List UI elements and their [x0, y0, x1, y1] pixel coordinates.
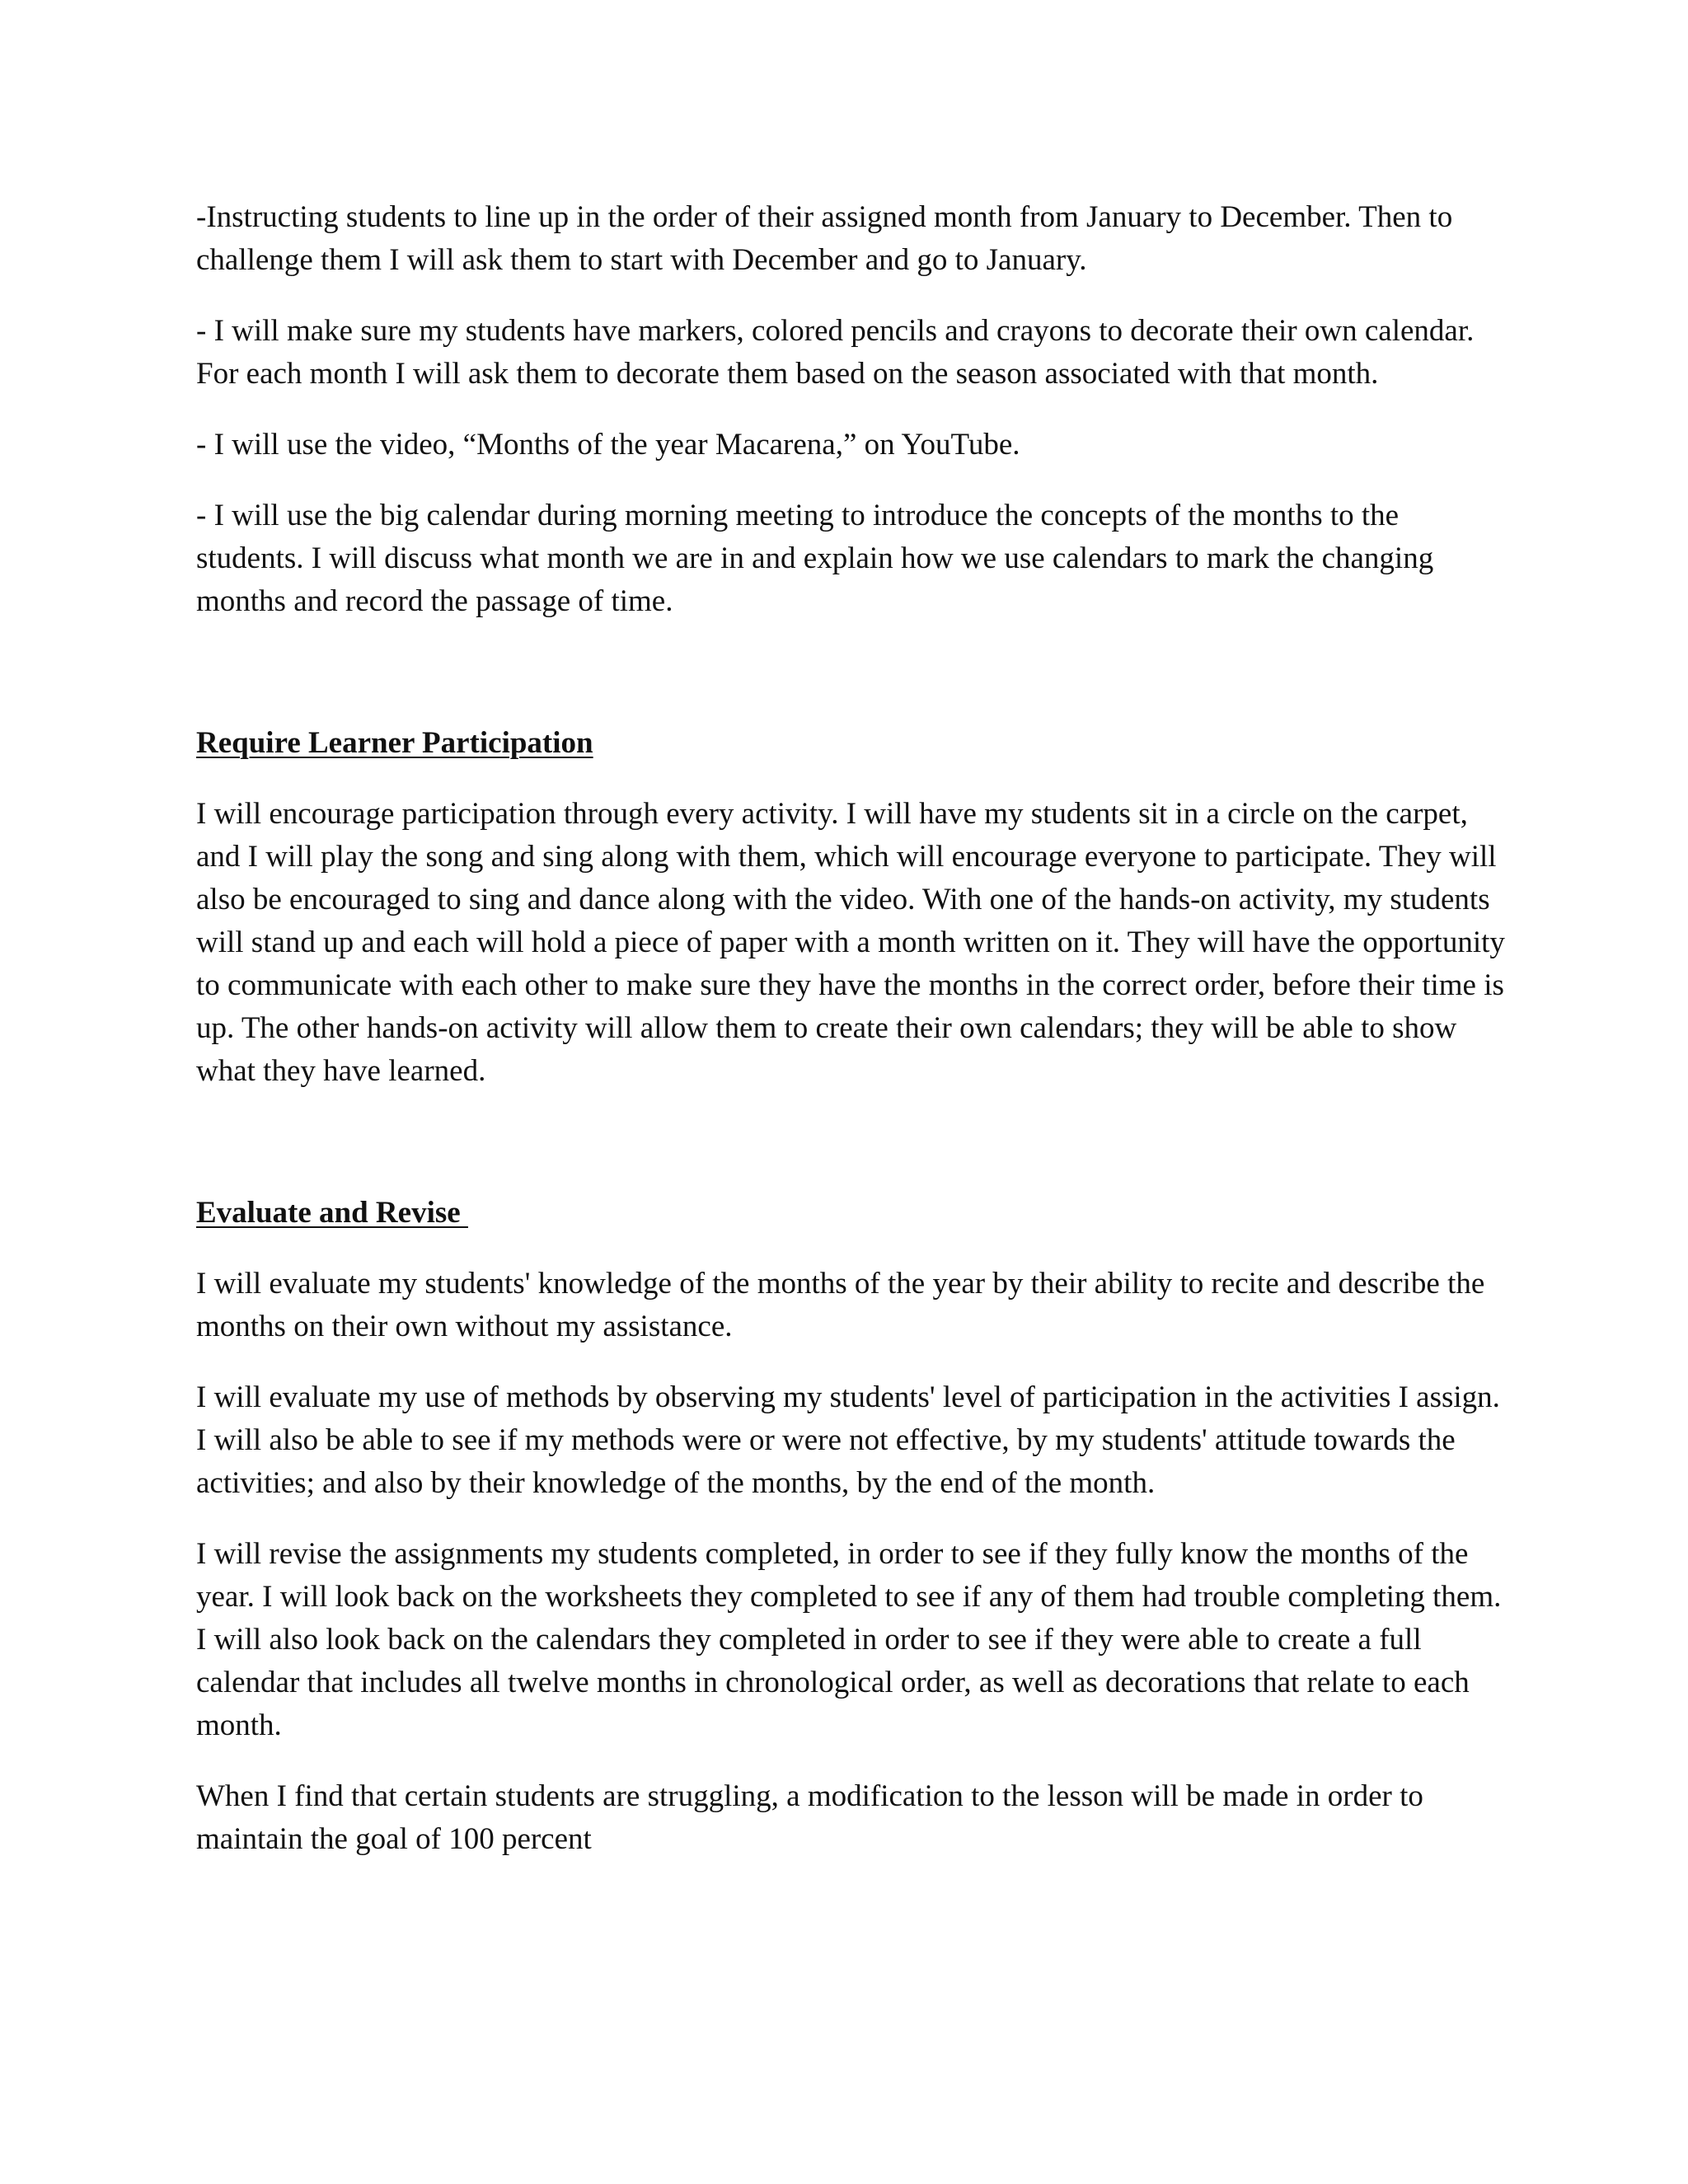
participation-body: I will encourage participation through every activity. I will have my students sit in a circle on the carpet, and I will play the song and sing along with them, which will encourage everyone to participate. They will also be encouraged to sing and dance along with the video. With one of the hands-on activity, my students will stand up and each will hold a piece of paper with a month written on it. They will have the opportunity to communicate with each other to make sure they have the months in the correct order, before their time is up. The other hands-on activity will allow them to create their own calendars; they will be able to show what they have learned.: [196, 797, 1505, 1088]
intro-item-decorate-calendar: - I will make sure my students have markers, colored pencils and crayons to decorate their own calendar. For each month I will ask them to decorate them based on the season associated with that month.: [196, 314, 1475, 391]
intro-item-video: - I will use the video, “Months of the year Macarena,” on YouTube.: [196, 428, 1020, 462]
evaluate-paragraph-revise: I will revise the assignments my students completed, in order to see if they fully know the months of the year. I will look back on the worksheets they completed to see if any of them had trouble completing them. I will also look back on the calendars they completed in order to see if they were able to create a full calendar that includes all twelve months in chronological order, as well as decorations that relate to each month.: [196, 1537, 1502, 1742]
intro-item-big-calendar: - I will use the big calendar during morning meeting to introduce the concepts of the months to the students. I will discuss what month we are in and explain how we use calendars to mark the changing months and record the passage of time.: [196, 499, 1434, 618]
evaluate-paragraph-methods: I will evaluate my use of methods by observing my students' level of participation in the activities I assign. I will also be able to see if my methods were or were not effective, by my students' attitude towards the activities; and also by their knowledge of the months, by the end of the month.: [196, 1380, 1500, 1500]
section-spacer: [196, 651, 1507, 722]
evaluate-heading: Evaluate and Revise: [196, 1196, 468, 1230]
evaluate-paragraph-knowledge: I will evaluate my students' knowledge of the months of the year by their ability to recite and describe the months on their own without my assistance.: [196, 1267, 1485, 1343]
evaluate-paragraph-modification: When I find that certain students are struggling, a modification to the lesson will be made in order to maintain the goal of 100 percent: [196, 1779, 1423, 1856]
participation-heading: Require Learner Participation: [196, 726, 593, 760]
document-page: [196, 196, 1507, 1889]
section-spacer: [196, 1121, 1507, 1192]
intro-item-line-up: -Instructing students to line up in the order of their assigned month from January to December. Then to challenge them I will ask them to start with December and go to January.: [196, 200, 1453, 277]
